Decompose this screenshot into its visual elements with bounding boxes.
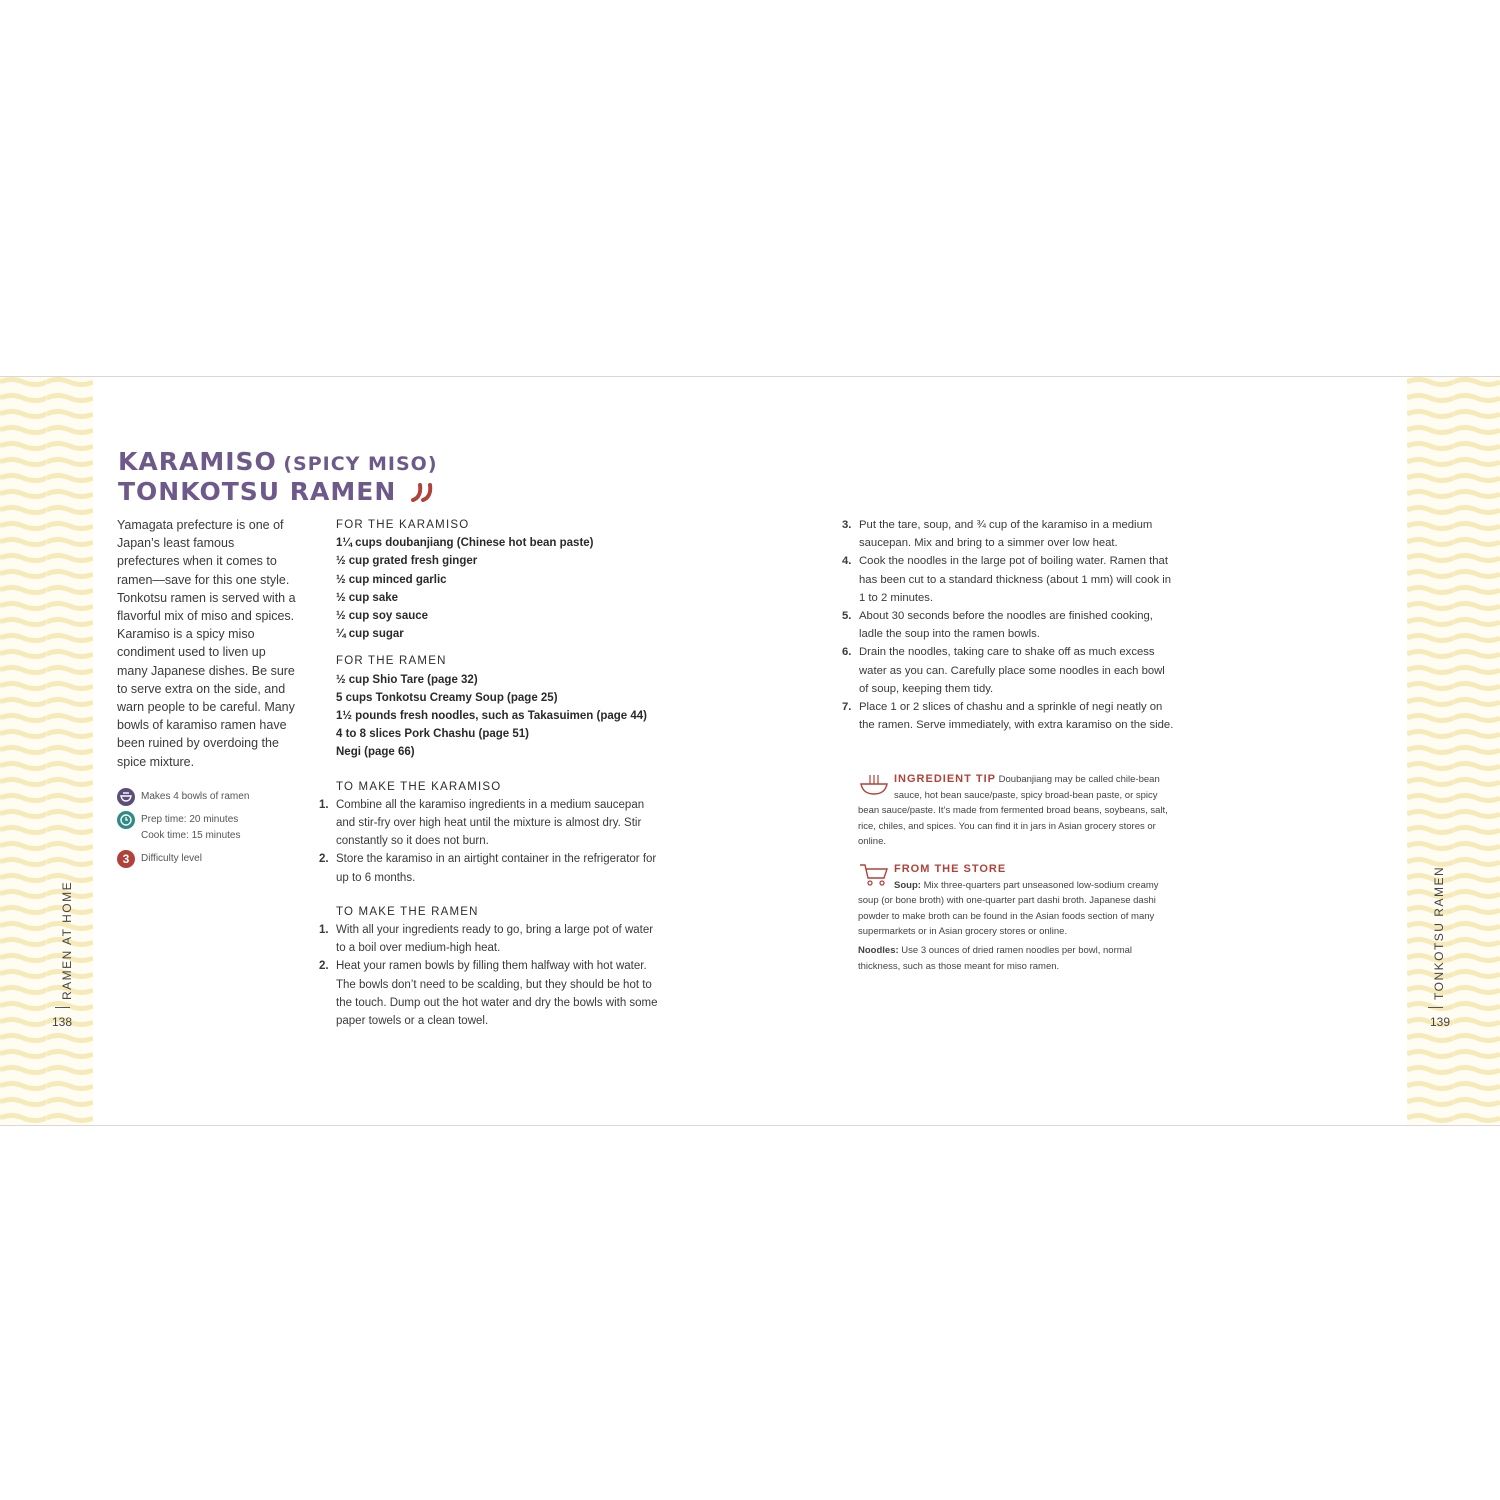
cart-icon bbox=[858, 862, 890, 888]
noodles-label: Noodles: bbox=[858, 944, 899, 956]
instruction-step bbox=[842, 607, 1174, 643]
soup-label: Soup: bbox=[894, 879, 921, 891]
title-main: KARAMISO bbox=[118, 447, 277, 476]
left-wave-border bbox=[0, 377, 93, 1125]
instruction-step bbox=[842, 516, 1174, 552]
ramen-steps-part1 bbox=[319, 921, 659, 1030]
step-text: Drain the noodles, taking care to shake off as much excess water as you can. Carefully place some noodles in each bowl of soup, keeping them tidy. bbox=[859, 646, 1165, 695]
title-line2: TONKOTSU RAMEN bbox=[118, 477, 397, 506]
step-text: Combine all the karamiso ingredients in a medium saucepan and stir-fry over high heat until the mixture is almost dry. Stir constantly so it does not burn. bbox=[336, 798, 645, 848]
left-running-head: RAMEN AT HOME bbox=[60, 880, 74, 1000]
step-number: 1. bbox=[319, 798, 329, 811]
ingredient-item: ½ cup Shio Tare (page 32) bbox=[336, 673, 478, 686]
ramen-ingredients-heading: FOR THE RAMEN bbox=[336, 655, 447, 668]
bowl-icon bbox=[117, 788, 135, 806]
ingredient-item: 1½ pounds fresh noodles, such as Takasuimen (page 44) bbox=[336, 710, 648, 723]
instruction-step bbox=[842, 552, 1174, 607]
makes-text: Makes 4 bowls of ramen bbox=[141, 791, 250, 802]
ramen-steps-part2 bbox=[842, 516, 1174, 734]
ingredient-item: Negi (page 66) bbox=[336, 746, 415, 759]
ingredient-item: ½ cup minced garlic bbox=[336, 573, 447, 586]
ramen-ingredients bbox=[336, 671, 659, 762]
step-text: Cook the noodles in the large pot of boiling water. Ramen that has been cut to a standard thickness (about 1 mm) will cook in 1 to 2 minutes. bbox=[859, 555, 1172, 604]
ingredient-item: ½ cup soy sauce bbox=[336, 610, 429, 623]
right-page-number: 139 bbox=[1430, 1015, 1451, 1029]
step-number: 4. bbox=[842, 555, 852, 568]
ingredient-item: 1¼ cups doubanjiang (Chinese hot bean paste) bbox=[336, 537, 594, 550]
from-store-heading: FROM THE STORE bbox=[894, 863, 1007, 875]
step-number: 6. bbox=[842, 646, 852, 659]
soup-text: Mix three-quarters part unseasoned low-sodium creamy soup (or bone broth) with one-quarter part dashi broth. Japanese dashi powder to make broth can be found in the Asian foods section of many supermarkets or in Asian grocery stores or online. bbox=[858, 879, 1159, 938]
step-text: Store the karamiso in an airtight container in the refrigerator for up to 6 months. bbox=[336, 853, 657, 884]
karamiso-steps bbox=[319, 796, 659, 887]
prep-time: Prep time: 20 minutes bbox=[141, 814, 239, 825]
make-ramen-heading: TO MAKE THE RAMEN bbox=[336, 905, 479, 918]
ingredient-item: ¼ cup sugar bbox=[336, 628, 404, 641]
ingredients-and-steps bbox=[319, 516, 659, 1030]
right-running-head: TONKOTSU RAMEN bbox=[1432, 865, 1446, 1000]
karamiso-heading: FOR THE KARAMISO bbox=[336, 519, 470, 531]
step-text: With all your ingredients ready to go, bring a large pot of water to a boil over medium-high heat. bbox=[336, 924, 654, 955]
instruction-step bbox=[842, 643, 1174, 698]
instruction-step bbox=[842, 698, 1174, 734]
ingredient-item: ½ cup sake bbox=[336, 591, 399, 604]
ingredient-tip bbox=[858, 772, 1174, 850]
step-number: 5. bbox=[842, 610, 852, 623]
chile-pepper-icon bbox=[409, 482, 437, 502]
cook-time: Cook time: 15 minutes bbox=[141, 830, 241, 841]
intro-paragraph: Yamagata prefecture is one of Japan’s least famous prefectures when it comes to ramen—save for this one style. Tonkotsu ramen is served with a flavorful mix of miso and spices. Karamiso is a spicy miso condiment used to liven up many Japanese dishes. Be sure to serve extra on the side, and warn people to be careful. Many bowls of karamiso ramen have been ruined by overdoing the spice mixture. bbox=[117, 518, 296, 769]
step-number: 3. bbox=[842, 519, 852, 531]
prep-text bbox=[141, 812, 241, 844]
ingredient-item: 5 cups Tonkotsu Creamy Soup (page 25) bbox=[336, 691, 558, 704]
karamiso-ingredients bbox=[336, 534, 659, 643]
step-number: 2. bbox=[319, 853, 329, 866]
ramen-steps-continued bbox=[842, 516, 1174, 734]
difficulty-text: Difficulty level bbox=[141, 853, 202, 864]
title-sub: (SPICY MISO) bbox=[283, 453, 438, 475]
ingredient-item: 4 to 8 slices Pork Chashu (page 51) bbox=[336, 728, 530, 741]
left-page-number: 138 bbox=[52, 1015, 73, 1029]
instruction-step bbox=[319, 850, 659, 886]
ingredient-tip-heading: INGREDIENT TIP bbox=[894, 773, 997, 785]
ingredient-item: ½ cup grated fresh ginger bbox=[336, 555, 478, 568]
noodle-bowl-icon bbox=[858, 772, 890, 798]
left-divider bbox=[55, 1007, 70, 1008]
step-text: About 30 seconds before the noodles are finished cooking, ladle the soup into the ramen bowls. bbox=[859, 610, 1153, 641]
step-text: Put the tare, soup, and ¾ cup of the karamiso in a medium saucepan. Mix and bring to a simmer over low heat. bbox=[859, 519, 1153, 550]
step-number: 1. bbox=[319, 924, 329, 937]
step-text: Heat your ramen bowls by filling them halfway with hot water. The bowls don’t need to be scalding, but they should be hot to the touch. Dump out the hot water and dry the bowls with some paper towels or a clean towel. bbox=[336, 960, 658, 1028]
step-text: Place 1 or 2 slices of chashu and a sprinkle of negi neatly on the ramen. Serve immediately, with extra karamiso on the side. bbox=[859, 701, 1174, 732]
recipe-title bbox=[118, 448, 438, 508]
ingredient-tip-text: Doubanjiang may be called chile-bean sauce, hot bean sauce/paste, spicy broad-bean paste, or spicy bean sauce/paste. It’s made from fermented broad beans, soybeans, salt, rice, chiles, and spices. You can find it in jars in Asian grocery stores or online. bbox=[858, 774, 1168, 848]
from-the-store bbox=[858, 862, 1174, 974]
step-number: 7. bbox=[842, 701, 852, 714]
make-karamiso-heading: TO MAKE THE KARAMISO bbox=[336, 780, 502, 793]
instruction-step bbox=[319, 957, 659, 1030]
noodles-text: Use 3 ounces of dried ramen noodles per bowl, normal thickness, such as those meant for miso ramen. bbox=[858, 944, 1133, 972]
difficulty-badge: 3 bbox=[117, 850, 135, 868]
instruction-step bbox=[319, 796, 659, 851]
right-wave-border bbox=[1407, 377, 1500, 1125]
clock-icon bbox=[117, 811, 135, 829]
step-number: 2. bbox=[319, 960, 329, 973]
right-divider bbox=[1428, 1007, 1443, 1008]
instruction-step bbox=[319, 921, 659, 957]
